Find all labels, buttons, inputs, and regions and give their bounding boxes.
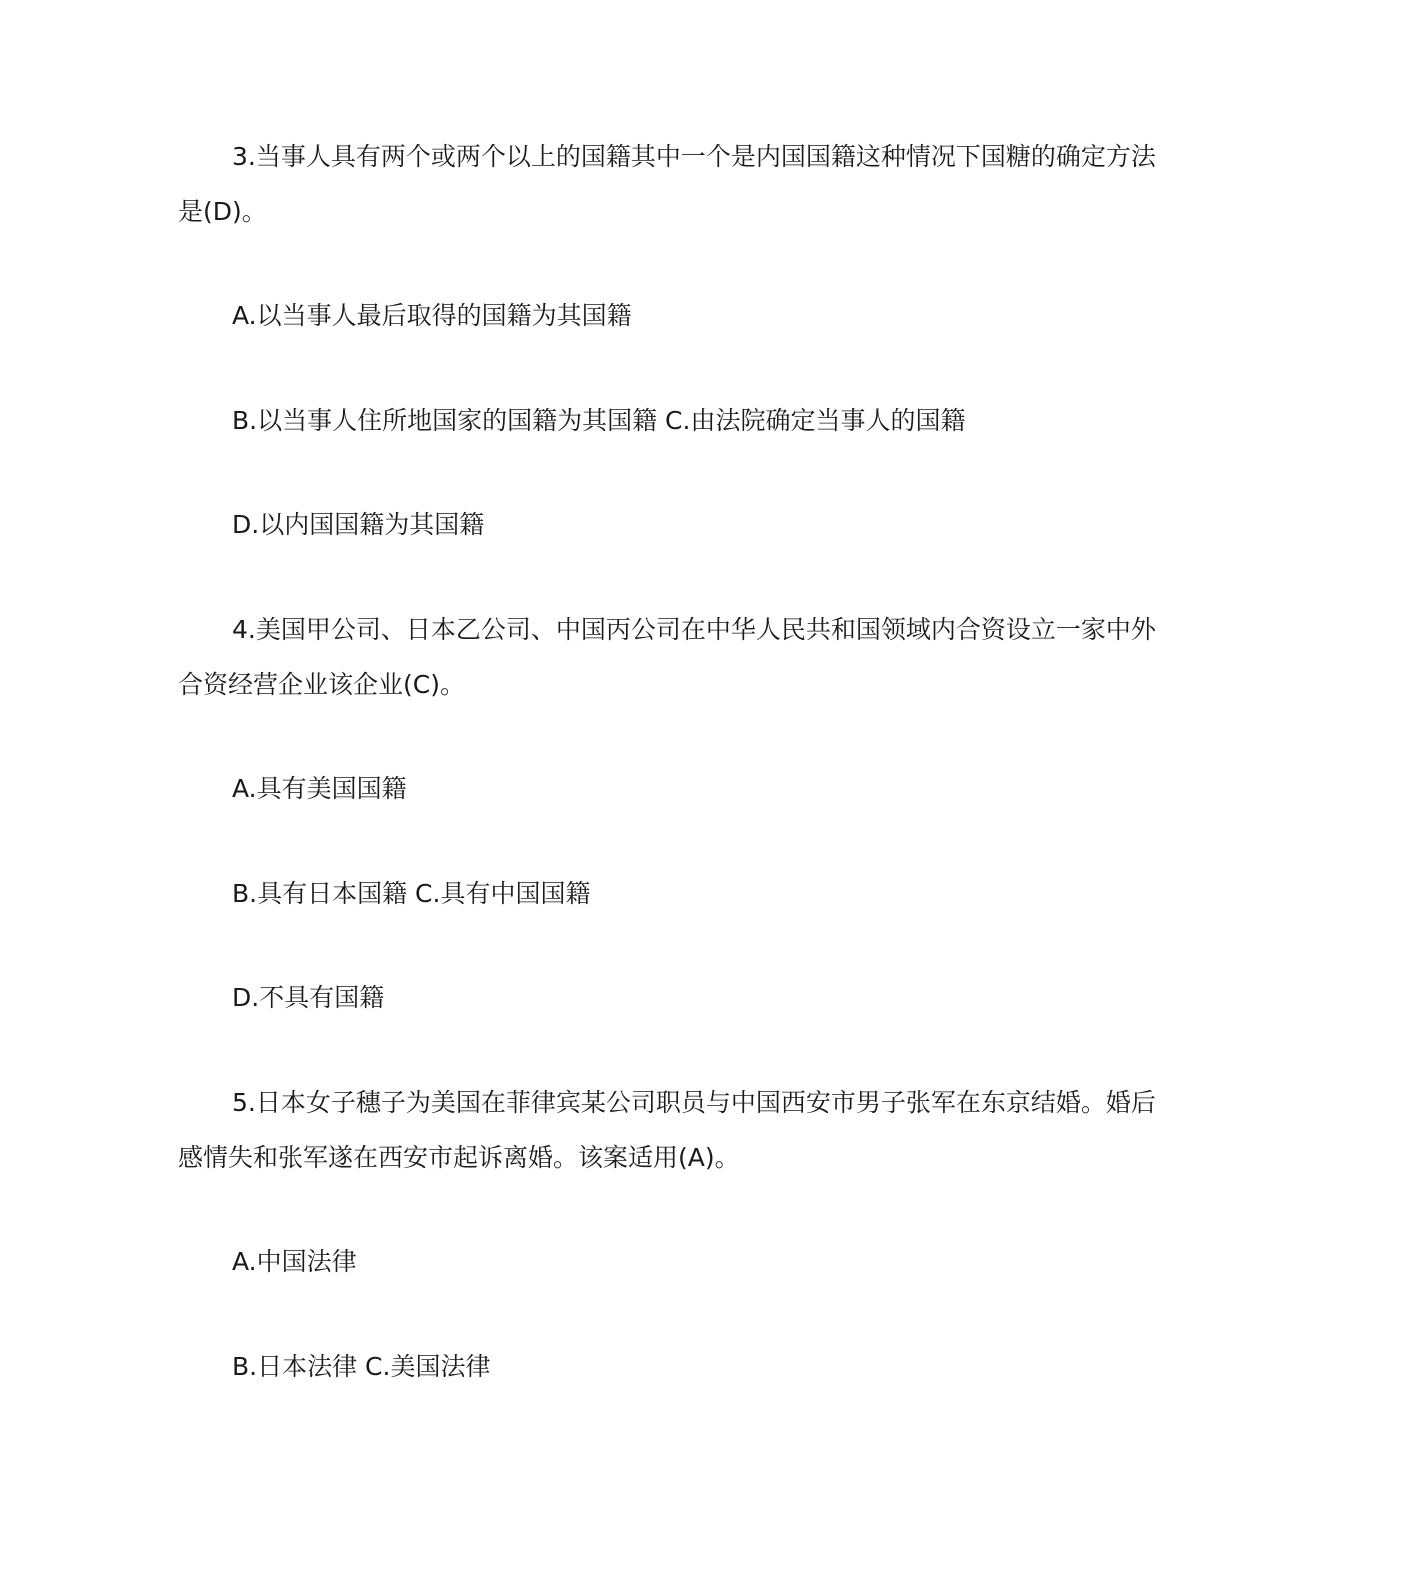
question-5-line-2: 感情失和张军遂在西安市起诉离婚。该案适用(A)。 xyxy=(178,1143,740,1172)
question-4-option-b-c: B.具有日本国籍 C.具有中国国籍 xyxy=(232,879,591,908)
question-4-option-d: D.不具有国籍 xyxy=(232,983,385,1012)
question-5-option-b-c: B.日本法律 C.美国法律 xyxy=(232,1352,491,1381)
question-5-option-a: A.中国法律 xyxy=(232,1247,357,1276)
question-3-option-b-c: B.以当事人住所地国家的国籍为其国籍 C.由法院确定当事人的国籍 xyxy=(232,406,966,435)
question-3-option-a: A.以当事人最后取得的国籍为其国籍 xyxy=(232,301,632,330)
question-3-option-d: D.以内国国籍为其国籍 xyxy=(232,510,485,539)
question-4-line-1: 4.美国甲公司、日本乙公司、中国丙公司在中华人民共和国领域内合资设立一家中外 xyxy=(232,615,1156,644)
question-3-line-2: 是(D)。 xyxy=(178,197,267,226)
question-4-option-a: A.具有美国国籍 xyxy=(232,774,407,803)
question-4-line-2: 合资经营企业该企业(C)。 xyxy=(178,670,465,699)
question-5-line-1: 5.日本女子穗子为美国在菲律宾某公司职员与中国西安市男子张军在东京结婚。婚后 xyxy=(232,1088,1156,1117)
question-3-line-1: 3.当事人具有两个或两个以上的国籍其中一个是内国国籍这种情况下国糖的确定方法 xyxy=(232,142,1156,171)
